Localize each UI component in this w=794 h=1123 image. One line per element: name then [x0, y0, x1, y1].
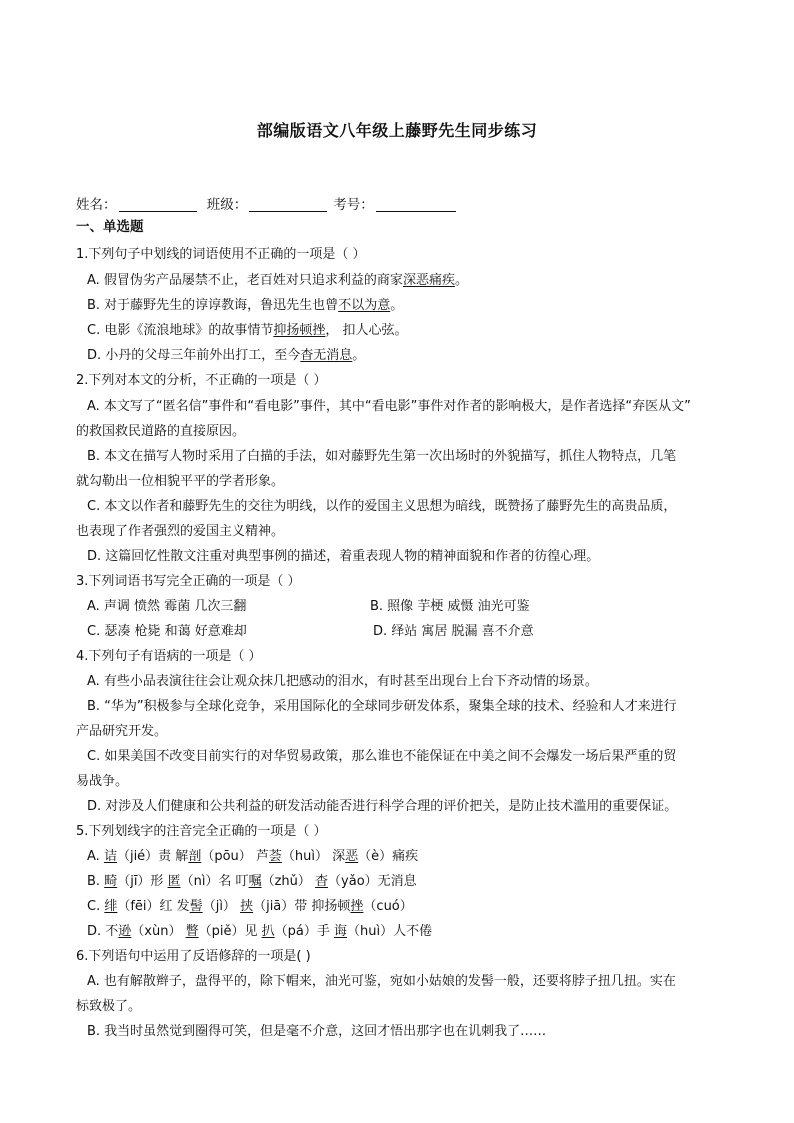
- question-3-option-a: A. 声调 愤然 霉菌 几次三翻: [87, 599, 247, 614]
- option-text: （jié）责 解: [116, 849, 189, 864]
- option-text: B. 对于藤野先生的谆谆教诲，鲁迅先生也曾: [87, 298, 339, 313]
- question-3-option-b: B. 照像 芋梗 威慑 油光可鉴: [370, 599, 530, 614]
- section-heading: 一、单选题: [76, 219, 144, 235]
- question-2-stem: 2.下列对本文的分析，不正确的一项是（ ）: [76, 373, 327, 388]
- option-text: 。: [454, 273, 468, 288]
- underlined-char: 恶: [345, 849, 359, 864]
- question-2-option-a: A. 本文写了“匿名信”事件和“看电影”事件，其中“看电影”事件对作者的影响极大，是作者选择“弃医从文”: [87, 399, 691, 414]
- option-text: 。: [352, 348, 366, 363]
- class-label: 班级：: [206, 197, 248, 213]
- question-2-option-c-cont: 也表现了作者强烈的爱国主义精神。: [76, 524, 285, 539]
- option-text: （piě）见: [198, 924, 262, 939]
- underlined-char: 瞥: [185, 924, 199, 939]
- student-info-row: [76, 193, 462, 213]
- question-4-option-c: C. 如果美国不改变目前实行的对华贸易政策，那么谁也不能保证在中美之间不会爆发一场后果严重的贸: [87, 749, 677, 764]
- question-5-option-b: [87, 873, 417, 891]
- id-blank[interactable]: [376, 197, 456, 212]
- question-4-option-b: B. “华为”积极参与全球化竞争，采用国际化的全球同步研发体系，聚集全球的技术、经验和人才来进行: [87, 699, 677, 714]
- option-text: （jì）: [202, 899, 241, 914]
- underlined-term: 抑扬顿挫: [273, 323, 326, 338]
- question-5-option-a: [87, 848, 418, 866]
- option-text: （è）痛疾: [358, 849, 419, 864]
- option-text: （jiā）带 抑扬顿: [253, 899, 351, 914]
- question-1-option-b: [87, 297, 403, 315]
- option-text: （fēi）红 发: [117, 899, 190, 914]
- question-2-option-a-cont: 的救国救民道路的直接原因。: [76, 424, 246, 439]
- question-6-option-a-cont: 标致极了。: [76, 999, 142, 1014]
- option-text: D. 小丹的父母三年前外出打工，至今: [87, 348, 301, 363]
- name-label: 姓名：: [76, 197, 117, 213]
- question-1-stem: 1.下列句子中划线的词语使用不正确的一项是（ ）: [76, 247, 366, 262]
- option-text: （xùn）: [131, 924, 186, 939]
- underlined-char: 荟: [268, 849, 282, 864]
- option-text: （cuó）: [363, 899, 413, 914]
- option-text: （pá）手: [274, 924, 334, 939]
- option-text: C.: [87, 899, 105, 914]
- underlined-char: 挟: [240, 899, 254, 914]
- option-text: D. 不: [87, 924, 119, 939]
- question-6-option-b: B. 我当时虽然觉到圈得可笑，但是毫不介意，这回才悟出那字也在讥刺我了……: [87, 1024, 547, 1039]
- question-1-option-d: [87, 347, 365, 365]
- option-text: C. 电影《流浪地球》的故事情节: [87, 323, 274, 338]
- underlined-char: 逊: [118, 924, 132, 939]
- question-3-option-d: D. 绎站 寓居 脱漏 喜不介意: [373, 624, 534, 639]
- question-4-option-c-cont: 易战争。: [76, 774, 129, 789]
- question-3-stem: 3.下列词语书写完全正确的一项是（ ）: [76, 574, 301, 589]
- question-2-option-b-cont: 就勾勒出一位相貌平平的学者形象。: [76, 474, 285, 489]
- question-4-option-b-cont: 产品研究开发。: [76, 724, 168, 739]
- question-2-option-b: B. 本文在描写人物时采用了白描的手法，如对藤野先生第一次出场时的外貌描写，抓住人物特点，几笔: [87, 449, 677, 464]
- question-5-option-d: [87, 923, 432, 941]
- underlined-term: 不以为意: [338, 298, 391, 313]
- option-text: B.: [87, 874, 105, 889]
- underlined-char: 扒: [261, 924, 275, 939]
- page-title: 部编版语文八年级上藤野先生同步练习: [256, 121, 538, 140]
- question-4-option-d: D. 对涉及人们健康和公共利益的研发活动能否进行科学合理的评价把关，是防止技术滥用的重要保证。: [87, 799, 678, 814]
- question-4-option-a: A. 有些小品表演往往会让观众抹几把感动的泪水，有时甚至出现台上台下齐动情的场景。: [87, 674, 598, 689]
- underlined-char: 髻: [189, 899, 203, 914]
- option-text: （huì） 深: [281, 849, 346, 864]
- question-1-option-c: [87, 322, 408, 340]
- question-6-option-a: A. 也有解散辫子，盘得平的，除下帽来，油光可鉴，宛如小姑娘的发髻一般，还要将脖子扭几扭。实在: [87, 974, 676, 989]
- name-blank[interactable]: [119, 197, 197, 212]
- question-1-option-a: [87, 272, 468, 290]
- underlined-char: 绯: [104, 899, 118, 914]
- id-label: 考号：: [333, 197, 374, 213]
- option-text: A. 假冒伪劣产品屡禁不止，老百姓对只追求利益的商家: [87, 273, 403, 288]
- underlined-char: 诲: [334, 924, 348, 939]
- underlined-char: 诘: [103, 849, 117, 864]
- question-5-stem: 5.下列划线字的注音完全正确的一项是（ ）: [76, 824, 327, 839]
- underlined-term: 深恶痛疾: [402, 273, 455, 288]
- option-text: （zhǔ）: [261, 874, 316, 889]
- underlined-char: 匿: [167, 874, 181, 889]
- underlined-char: 剖: [188, 849, 202, 864]
- option-text: ， 扣人心弦。: [325, 323, 408, 338]
- question-6-stem: 6.下列语句中运用了反语修辞的一项是( ): [76, 949, 311, 964]
- underlined-char: 挫: [350, 899, 364, 914]
- question-2-option-d: D. 这篇回忆性散文注重对典型事例的描述，着重表现人物的精神面貌和作者的彷徨心理。: [87, 549, 600, 564]
- option-text: （jī）形: [117, 874, 168, 889]
- underlined-char: 畸: [104, 874, 118, 889]
- question-3-option-c: C. 瑟凑 枪毙 和蔼 好意难却: [87, 624, 247, 639]
- question-5-option-c: [87, 898, 413, 916]
- option-text: （huì）人不倦: [347, 924, 433, 939]
- option-text: （pōu） 芦: [201, 849, 269, 864]
- option-text: 。: [390, 298, 404, 313]
- question-2-option-c: C. 本文以作者和藤野先生的交往为明线，以作的爱国主义思想为暗线，既赞扬了藤野先生的高贵品质，: [87, 499, 677, 514]
- option-text: （yǎo）无消息: [328, 874, 417, 889]
- underlined-char: 杳: [315, 874, 329, 889]
- question-4-stem: 4.下列句子有语病的一项是（ ）: [76, 649, 262, 664]
- underlined-char: 嘱: [248, 874, 262, 889]
- underlined-term: 杳无消息: [300, 348, 353, 363]
- option-text: （nì）名 叮: [180, 874, 249, 889]
- class-blank[interactable]: [249, 197, 327, 212]
- option-text: A.: [87, 849, 104, 864]
